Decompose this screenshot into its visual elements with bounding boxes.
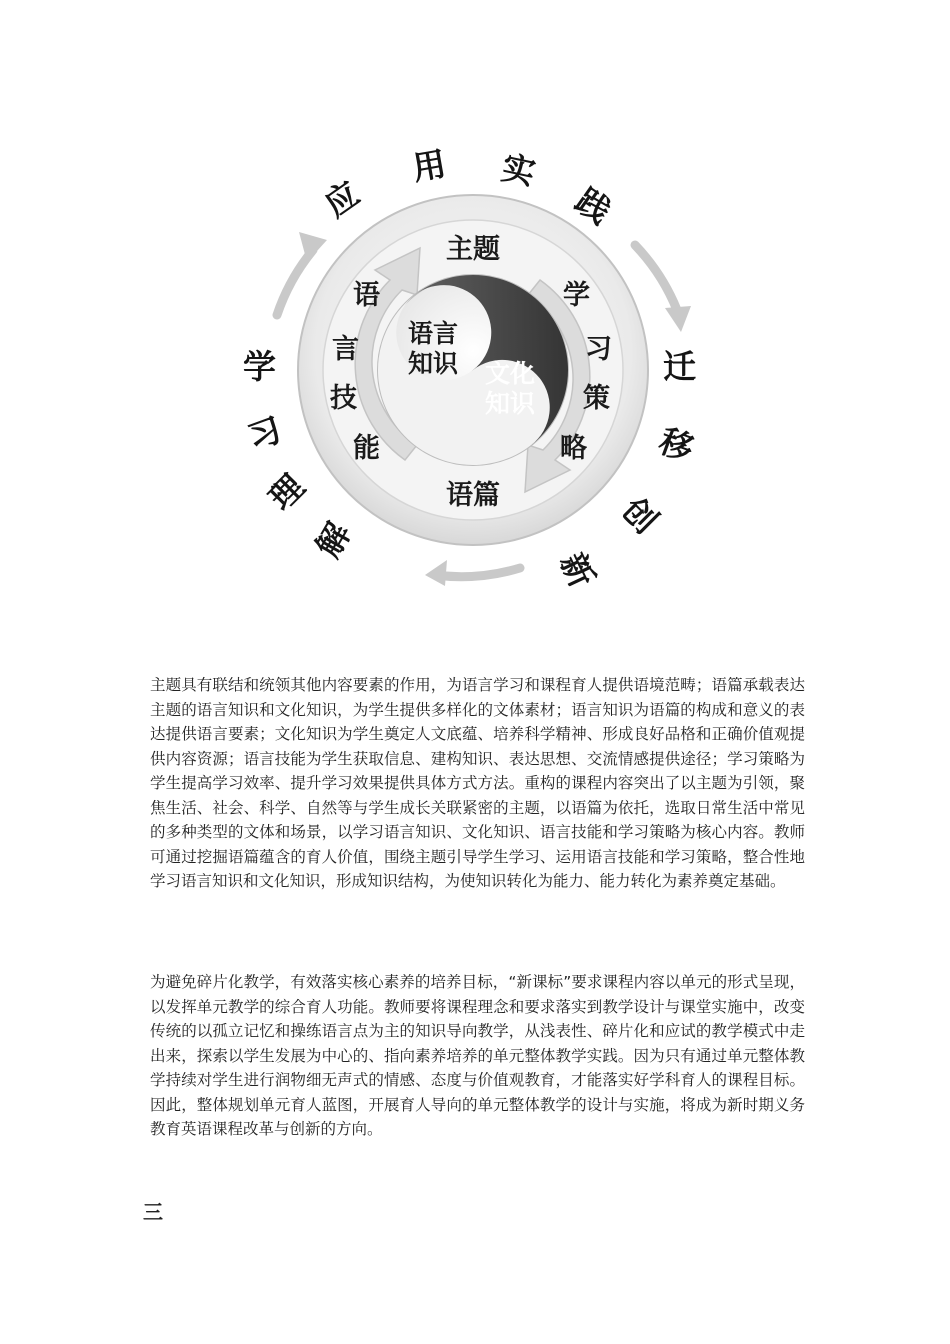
- center-lower-line-2: 知识: [484, 389, 536, 418]
- outer-left-char-4: 解: [308, 515, 359, 564]
- ring-label-discourse: 语篇: [446, 480, 500, 511]
- ring-right-char-3: 策: [583, 383, 610, 414]
- arrow-upper-right: [635, 245, 677, 310]
- paragraph-curriculum-content: 主题具有联结和统领其他内容要素的作用，为语言学习和课程育人提供语境范畴；语篇承载表达主题的语言知识和文化知识，为学生提供多样化的文体素材；语言知识为语篇的构成和意义的表达提供语言要素；文化知识为学生奠定人文底蕴、培养科学精神、形成良好品格和正确价值观提供内容资源；语言技能为学生获取信息、建构知识、表达思想、交流情感提供途径；学习策略为学生提高学习效率、提升学习效果提供具体方式方法。重构的课程内容突出了以主题为引领，聚焦生活、社会、科学、自然等与学生成长关联紧密的主题，以语篇为依托，选取日常生活中常见的多种类型的文体和场景，以学习语言知识、文化知识、语言技能和学习策略为核心内容。教师可通过挖掘语篇蕴含的育人价值，围绕主题引导学生学习、运用语言技能和学习策略，整合性地学习语言知识和文化知识，形成知识结构，为使知识转化为能力、能力转化为素养奠定基础。: [150, 676, 805, 890]
- center-upper-line-1: 语言: [407, 319, 459, 348]
- outer-left-char-1: 学: [243, 347, 276, 386]
- ring-left-char-1: 语: [353, 280, 380, 311]
- ring-right-char-1: 学: [563, 280, 590, 311]
- ring-left-char-2: 言: [332, 334, 359, 365]
- center-upper-line-2: 知识: [407, 349, 459, 378]
- arrowhead-upper-right: [665, 306, 691, 332]
- outer-left-char-3: 理: [261, 466, 312, 518]
- arrow-bottom: [435, 568, 520, 577]
- ring-left-char-3: 技: [330, 383, 357, 414]
- section-number: 三: [143, 1200, 163, 1224]
- ring-right-char-2: 习: [585, 334, 612, 365]
- outer-right-char-3: 创: [614, 490, 666, 541]
- outer-right-char-4: 新: [552, 546, 603, 594]
- arrowhead-bottom: [425, 560, 447, 586]
- outer-top-char-2: 用: [409, 143, 449, 188]
- outer-left-char-2: 习: [242, 409, 287, 458]
- outer-top-char-1: 应: [317, 173, 367, 225]
- curriculum-content-diagram: [195, 120, 755, 610]
- outer-top-char-4: 践: [568, 180, 618, 232]
- ring-label-topic: 主题: [446, 234, 500, 265]
- center-lower-line-1: 文化: [484, 359, 536, 388]
- ring-left-char-4: 能: [353, 433, 380, 464]
- ring-right-char-4: 略: [560, 433, 587, 464]
- paragraph-unit-teaching: 为避免碎片化教学，有效落实核心素养的培养目标，“新课标”要求课程内容以单元的形式呈现，以发挥单元教学的综合育人功能。教师要将课程理念和要求落实到教学设计与课堂实施中，改变传统的以孤立记忆和操练语言点为主的知识导向教学，从浅表性、碎片化和应试的教学模式中走出来，探索以学生发展为中心的、指向素养培养的单元整体教学实践。因为只有通过单元整体教学持续对学生进行润物细无声式的情感、态度与价值观教育，才能落实好学科育人的课程目标。因此，整体规划单元育人蓝图，开展育人导向的单元整体教学的设计与实施，将成为新时期义务教育英语课程改革与创新的方向。: [150, 973, 805, 1138]
- outer-top-char-3: 实: [498, 147, 539, 193]
- outer-right-char-1: 迁: [663, 347, 696, 386]
- outer-right-char-2: 移: [654, 420, 699, 469]
